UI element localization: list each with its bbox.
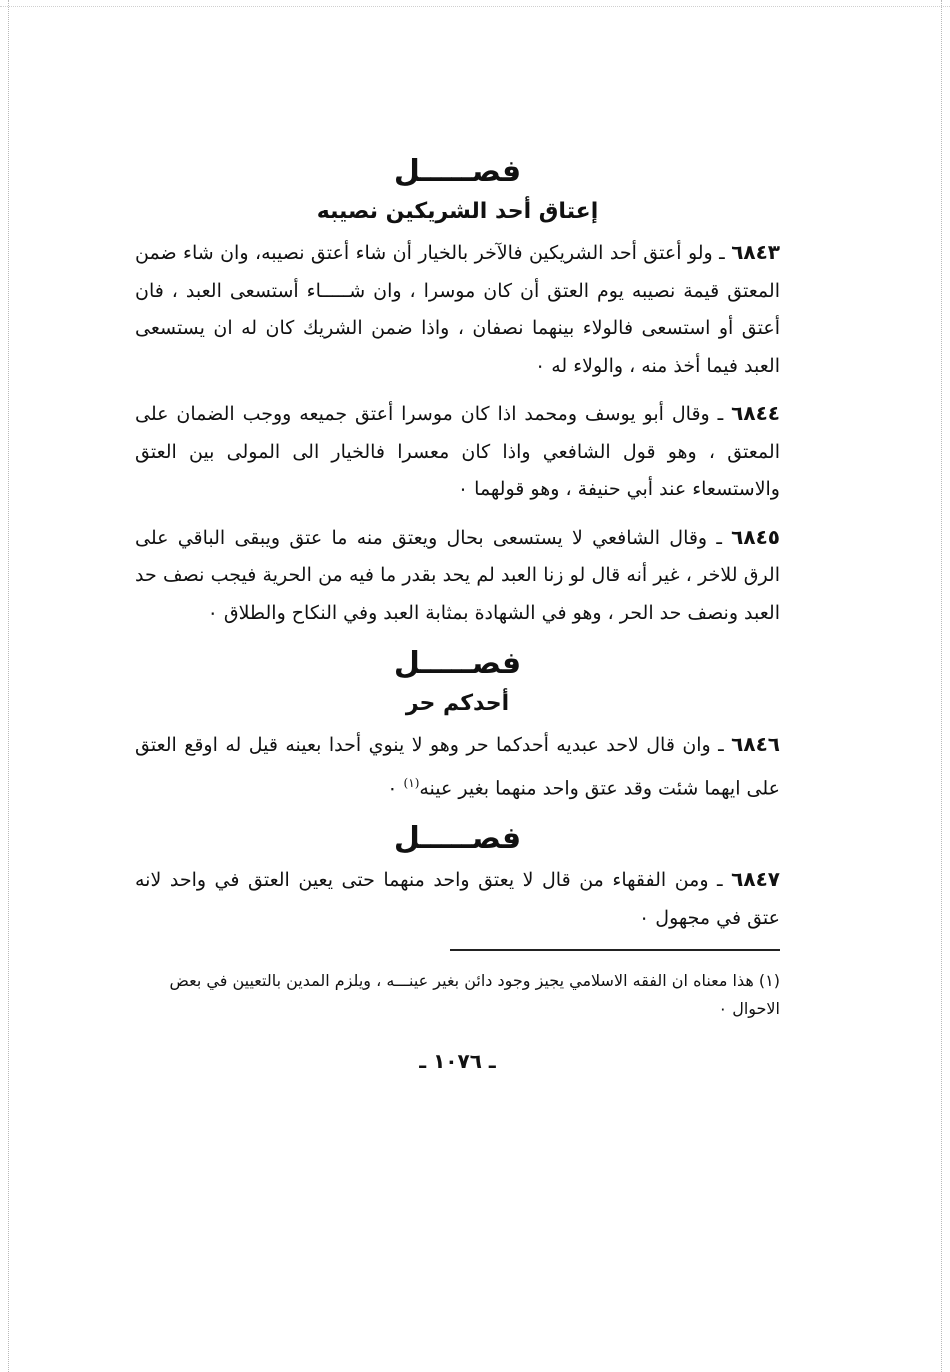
paragraph-number: ٦٨٤٤: [731, 401, 780, 425]
section-heading: فصـــــل: [393, 821, 522, 857]
footnote-reference: (١): [403, 775, 420, 790]
page-number: ـ ١٠٧٦ ـ: [419, 1049, 496, 1074]
paragraph-number: ٦٨٤٣: [731, 240, 781, 264]
paragraph-text: ـ وان قال لاحد عبديه أحدكما حر وهو لا ينوي أحدا بعينه قيل له اوقع العتق على ايهما شئت وقد عتق واحد منهما بغير عينه: [135, 734, 780, 799]
paragraph-6843: [135, 234, 780, 385]
section-3: [135, 817, 780, 937]
paragraph-6846: [135, 726, 780, 807]
paragraph-number: ٦٨٤٧: [731, 867, 780, 892]
paragraph-text: ـ وقال أبو يوسف ومحمد اذا كان موسرا أعتق جميعه ووجب الضمان على المعتق ، وهو قول الشافعي واذا كان معسرا فالخيار الى المولى بين العتق والاستسعاء عند أبي حنيفة ، وهو قولهما ٠: [135, 403, 780, 500]
paragraph-number: ٦٨٤٦: [731, 732, 780, 756]
paragraph-number: ٦٨٤٥: [731, 524, 780, 549]
section-heading: فصـــــل: [393, 646, 522, 681]
paragraph-6847: [135, 861, 780, 937]
section-2: [135, 642, 780, 807]
page-content: [135, 150, 780, 1073]
section-heading: فصـــــل: [393, 154, 522, 189]
footnote-text: هذا معناه ان الفقه الاسلامي يجيز وجود دائن بغير عينـــه ، ويلزم المدين بالتعيين في بعض الاحوال ٠: [169, 971, 780, 1019]
paragraph-6845: [135, 519, 780, 633]
paragraph-text: ـ وقال الشافعي لا يستسعى بحال ويعتق منه ما عتق ويبقى الباقي على الرق للاخر ، غير أنه قال لو زنا العبد لم يحد بقدر ما فيه من الحرية فيجب نصف حد العبد ونصف حد الحر ، وهو في الشهادة بمثابة العبد وفي النكاح والطلاق ٠: [135, 526, 780, 624]
section-subtitle: أحدكم حر: [405, 691, 510, 716]
paragraph-6844: [135, 395, 780, 509]
paragraph-tail: ٠: [387, 776, 404, 799]
paragraph-text: ـ ولو أعتق أحد الشريكين فالآخر بالخيار أن شاء أعتق نصيبه، وان شاء ضمن المعتق قيمة نصيبه يوم العتق أن كان موسرا ، وان شـــــاء أستسعى العبد ، فان أعتق أو استسعى فالولاء بينهما نصفان ، واذا ضمن الشريك كان له ان يستسعى العبد فيما أخذ منه ، والولاء له ٠: [135, 242, 780, 377]
section-1: [135, 150, 780, 632]
footnote-separator: [450, 949, 780, 951]
footnote: [135, 967, 780, 1023]
scan-border-right: [941, 0, 942, 1372]
section-subtitle: إعتاق أحد الشريكين نصيبه: [316, 199, 599, 224]
scan-border-top: [0, 6, 950, 7]
scan-border-left: [8, 0, 9, 1372]
footnote-mark: (١): [758, 971, 780, 991]
paragraph-text: ـ ومن الفقهاء من قال لا يعتق واحد منهما حتى يعين العتق في واحد لانه عتق في مجهول ٠: [135, 869, 780, 929]
